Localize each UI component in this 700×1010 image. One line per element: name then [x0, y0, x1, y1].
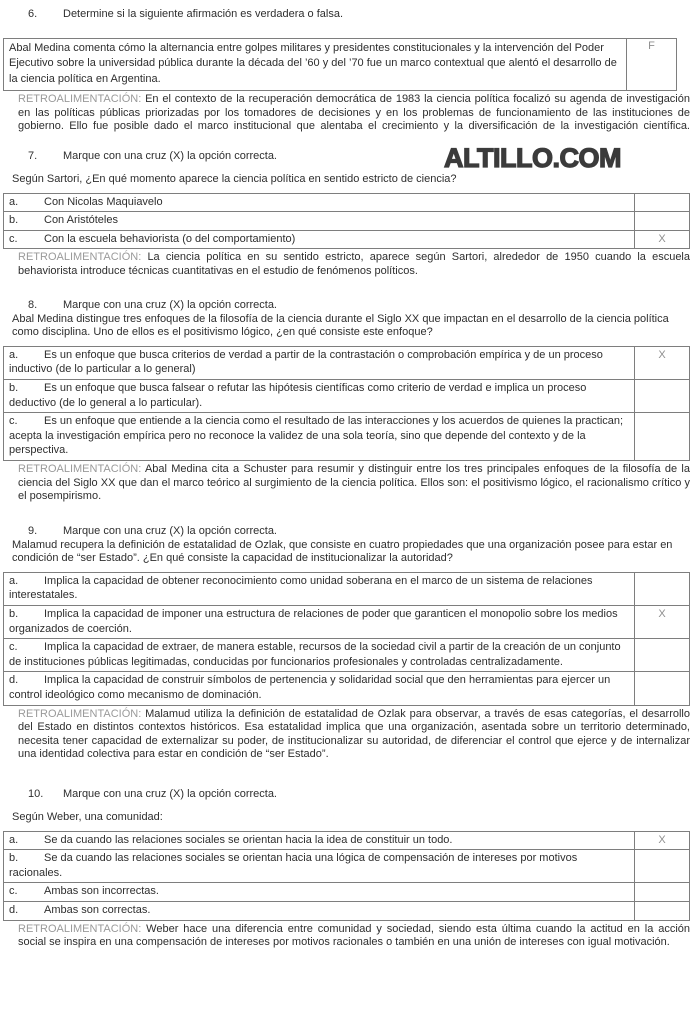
option-row [4, 901, 690, 920]
option-text: Es un enfoque que busca falsear o refutar las hipótesis científicas como criterio de verdad e implica un proceso deductivo (de lo general a lo particular). [9, 381, 587, 409]
option-text-cell [4, 883, 635, 902]
feedback-text: Malamud utiliza la definición de estatalidad de Ozlak para observar, a través de esas categorías, el desarrollo del Estado en distintos contextos históricos. Esa estatalidad implica que una organización, asentada sobre un territorio determinado, necesita tener capacidad de externalizar su poder, de institucionalizar su autoridad, de diferenciar el control que ejerce y de internalizar una identidad colectiva para estar en condición de “ser Estado”. [18, 707, 690, 761]
option-letter: c. [9, 232, 18, 245]
option-text: Con Nicolas Maquiavelo [44, 195, 163, 208]
option-text-cell [4, 672, 635, 705]
question-9-section [0, 525, 700, 762]
mark-cell [635, 572, 690, 605]
mark-cell [635, 413, 690, 461]
options-table [3, 572, 690, 706]
option-letter: b. [9, 852, 19, 865]
mark-cell [635, 850, 690, 883]
question-8-section [0, 299, 700, 504]
option-text: Ambas son correctas. [44, 903, 151, 916]
option-letter: d. [9, 674, 19, 687]
question-prompt: Según Sartori, ¿En qué momento aparece la ciencia política en sentido estricto de ciencia? [12, 173, 457, 185]
option-text: Implica la capacidad de imponer una estructura de relaciones de poder que garanticen el monopolio sobre los medios organizados de coerción. [9, 608, 618, 635]
option-letter: b. [9, 381, 19, 394]
feedback-label: RETROALIMENTACIÓN: [18, 922, 142, 935]
feedback-paragraph [18, 463, 690, 504]
altillo-watermark: ALTILLO.COM [444, 143, 621, 173]
option-text-cell [4, 639, 635, 672]
statement-text: Abal Medina comenta cómo la alternancia entre golpes militares y presidentes constitucionales y la intervención del Poder Ejecutivo sobre la universidad pública durante la década del ’60 y del ’70 fue un marco contextual que alentó el desarrollo de la ciencia política en Argentina. [4, 39, 627, 91]
feedback-paragraph [18, 93, 690, 134]
options-table [3, 831, 690, 921]
option-text-cell [4, 850, 635, 883]
mark-cell: X [635, 831, 690, 850]
option-row [4, 672, 690, 705]
statement-row [4, 39, 677, 91]
question-9-header [28, 525, 700, 538]
mark-cell: X [635, 346, 690, 379]
option-text-cell [4, 572, 635, 605]
question-6-header [28, 8, 700, 21]
option-text-cell [4, 606, 635, 639]
question-prompt: Malamud recupera la definición de estatalidad de Ozlak, que consiste en cuatro propiedades que una organización posee para estar en condición de “ser Estado”. ¿En qué consiste la capacidad de institucionalizar la autoridad? [12, 538, 673, 565]
question-instruction: Marque con una cruz (X) la opción correcta. [63, 150, 277, 162]
question-8-header [28, 299, 700, 312]
option-text: Implica la capacidad de obtener reconocimiento como unidad soberana en el marco de un sistema de relaciones interestatales. [9, 574, 593, 602]
question-number: 6. [28, 8, 38, 20]
option-text-cell [4, 901, 635, 920]
statement-table [3, 38, 677, 91]
mark-cell [635, 672, 690, 705]
feedback-paragraph [18, 708, 690, 762]
question-prompt: Según Weber, una comunidad: [12, 811, 163, 823]
feedback-paragraph [18, 251, 690, 278]
option-row [4, 379, 690, 412]
option-row [4, 193, 690, 212]
option-row [4, 572, 690, 605]
verdict-cell: F [627, 39, 677, 91]
mark-cell [635, 639, 690, 672]
question-6-section [0, 8, 700, 134]
option-text: Implica la capacidad de extraer, de manera estable, recursos de la sociedad civil a partir de la creación de un conjunto de instituciones públicas legitimadas, conducidas por funcionarios profesionales y controladas centralizadamente. [9, 641, 621, 668]
option-text: Con Aristóteles [44, 214, 118, 227]
feedback-label: RETROALIMENTACIÓN: [18, 462, 142, 475]
question-number: 10. [28, 788, 44, 800]
option-text: Ambas son incorrectas. [44, 885, 159, 898]
mark-cell: X [635, 230, 690, 249]
question-number: 7. [28, 150, 38, 162]
question-instruction: Marque con una cruz (X) la opción correcta. [63, 788, 277, 800]
option-row [4, 850, 690, 883]
option-text-cell [4, 193, 635, 212]
option-row [4, 413, 690, 461]
option-text-cell [4, 346, 635, 379]
option-letter: c. [9, 641, 18, 654]
feedback-text: La ciencia política en su sentido estricto, aparece según Sartori, alrededor de 1950 cuando la escuela behaviorista introduce técnicas cuantitativas en el estudio de fenómenos políticos. [18, 251, 690, 277]
option-letter: b. [9, 608, 19, 621]
question-10-header [28, 788, 700, 801]
option-letter: c. [9, 415, 18, 428]
question-prompt: Abal Medina distingue tres enfoques de la filosofía de la ciencia durante el Siglo XX que impactan en el desarrollo de la ciencia política como disciplina. Uno de ellos es el positivismo lógico, ¿en qué consiste este enfoque? [12, 312, 669, 339]
option-text-cell [4, 230, 635, 249]
mark-cell [635, 883, 690, 902]
question-instruction: Marque con una cruz (X) la opción correcta. [63, 524, 277, 537]
option-letter: a. [9, 574, 19, 587]
option-row [4, 606, 690, 639]
option-letter: a. [9, 833, 19, 846]
option-text: Es un enfoque que entiende a la ciencia como el resultado de las interacciones y los acuerdos de quienes la practican; acepta la investigación empírica pero no reconoce la validez de una sola teoría, sino que depende del contexto y de la perspectiva. [9, 415, 624, 457]
option-letter: d. [9, 903, 19, 916]
question-number: 8. [28, 298, 38, 311]
feedback-text: Abal Medina cita a Schuster para resumir y distinguir entre los tres principales enfoques de la filosofía de la ciencia del Siglo XX que dan el marco teórico al surgimiento de la ciencia política. Ellos son: el positivismo lógico, el racionalismo crítico y el posempirismo. [18, 462, 690, 503]
option-letter: a. [9, 195, 19, 208]
mark-cell [635, 193, 690, 212]
option-letter: b. [9, 214, 19, 227]
mark-cell: X [635, 606, 690, 639]
option-letter: a. [9, 348, 19, 361]
option-letter: c. [9, 885, 18, 898]
feedback-label: RETROALIMENTACIÓN: [18, 707, 142, 720]
options-table [3, 346, 690, 461]
feedback-label: RETROALIMENTACIÓN: [18, 251, 142, 264]
question-number: 9. [28, 524, 38, 537]
option-row [4, 831, 690, 850]
question-instruction: Marque con una cruz (X) la opción correcta. [63, 298, 277, 311]
option-row [4, 883, 690, 902]
option-text: Es un enfoque que busca criterios de verdad a partir de la contrastación o comprobación empírica y de un proceso inductivo (de lo particular a lo general) [9, 348, 603, 376]
option-row [4, 639, 690, 672]
option-text: Se da cuando las relaciones sociales se orientan hacia una lógica de compensación de intereses por motivos racionales. [9, 852, 578, 879]
option-text: Con la escuela behaviorista (o del comportamiento) [44, 232, 296, 245]
option-text-cell [4, 379, 635, 412]
feedback-label: RETROALIMENTACIÓN: [18, 93, 142, 106]
mark-cell [635, 901, 690, 920]
option-row [4, 230, 690, 249]
mark-cell [635, 379, 690, 412]
option-text-cell [4, 212, 635, 231]
question-instruction: Determine si la siguiente afirmación es verdadera o falsa. [63, 8, 344, 20]
option-text: Implica la capacidad de construir símbolos de pertenencia y solidaridad social que den herramientas para ejercer un control ideológico como mecanismo de dominación. [9, 674, 611, 702]
option-text: Se da cuando las relaciones sociales se orientan hacia la idea de constituir un todo. [44, 833, 453, 846]
option-row [4, 212, 690, 231]
feedback-paragraph [18, 923, 690, 950]
option-text-cell [4, 413, 635, 461]
option-text-cell [4, 831, 635, 850]
feedback-text: Weber hace una diferencia entre comunidad y sociedad, siendo esta última cuando la actitud en la acción social se inspira en una compensación de intereses por motivos racionales o también en una unión de intereses con igual motivación. [18, 922, 690, 949]
mark-cell [635, 212, 690, 231]
options-table [3, 193, 690, 250]
option-row [4, 346, 690, 379]
feedback-text: En el contexto de la recuperación democrática de 1983 la ciencia política focalizó su agenda de investigación en las políticas públicas priorizadas por los tomadores de decisiones y en los problemas de funcionamiento de las instituciones de gobierno. Ello fue posible dado el marco institucional que alentaba el crecimiento y la diversificación de la investigación científica. [18, 93, 690, 133]
question-10-section [0, 788, 700, 950]
